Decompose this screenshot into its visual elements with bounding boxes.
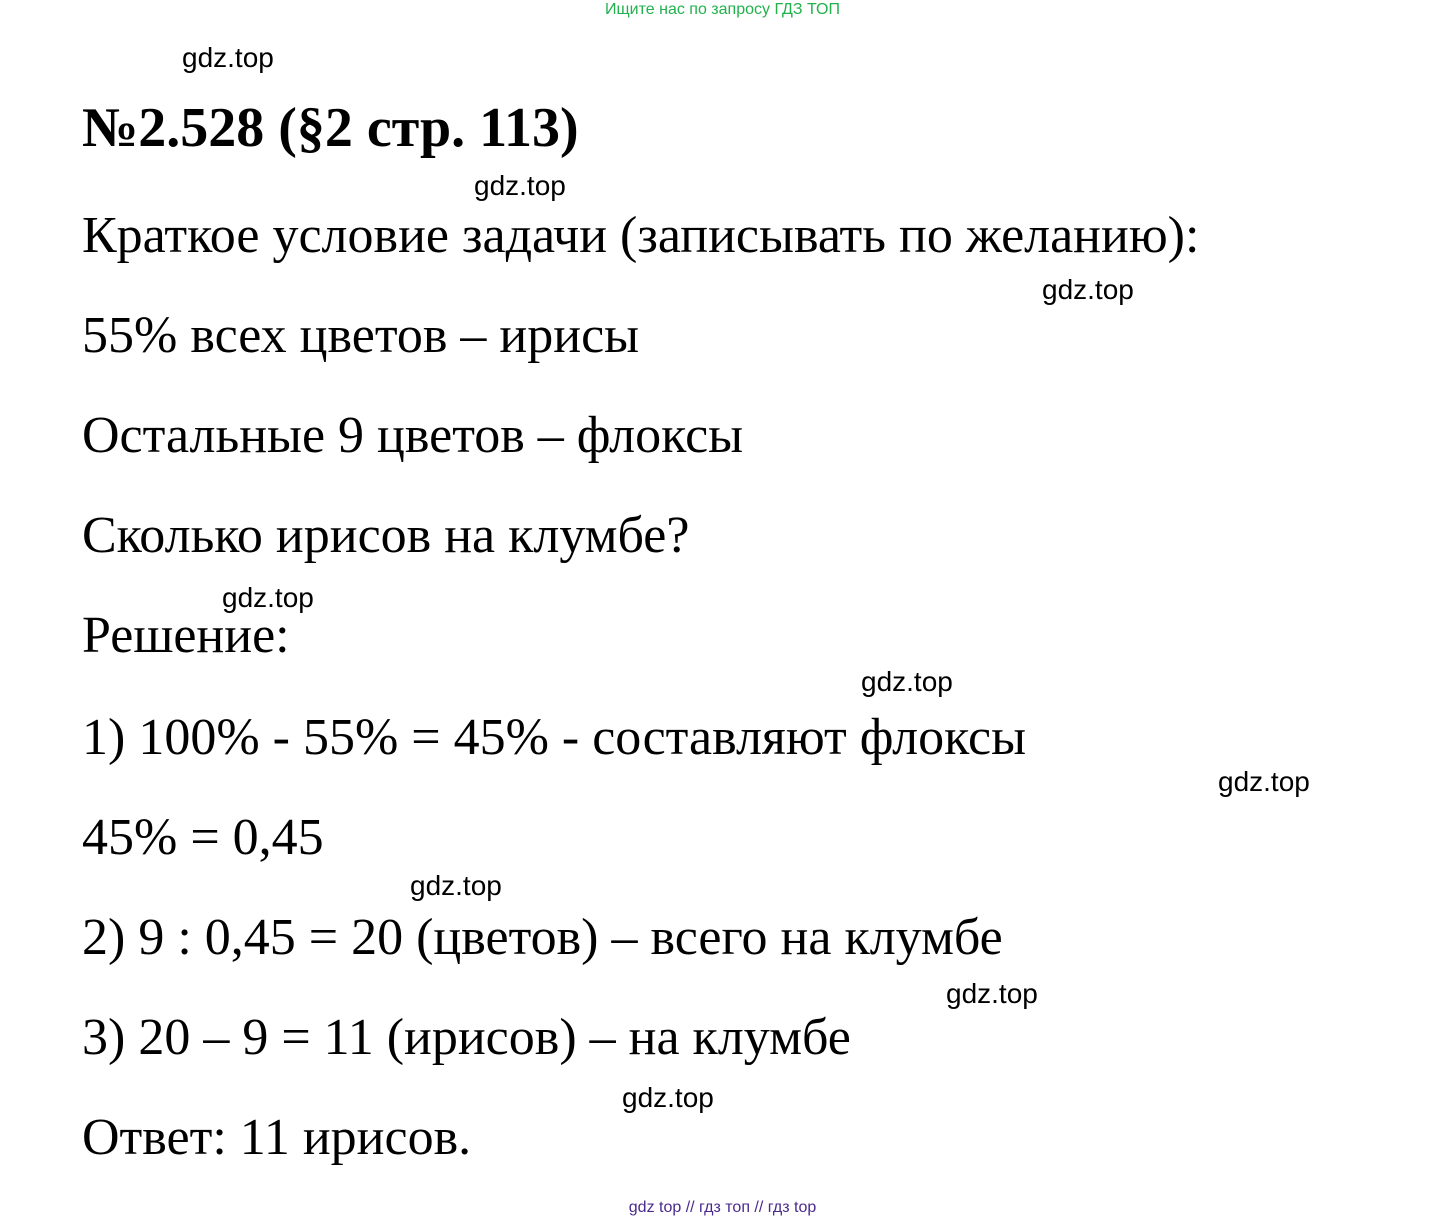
watermark-text: gdz.top xyxy=(1042,274,1134,305)
solution-step-2: 2) 9 : 0,45 = 20 (цветов) – всего на клумбе xyxy=(82,909,1003,966)
solution-conversion: 45% = 0,45 xyxy=(82,809,324,866)
top-banner-text: Ищите нас по запросу ГДЗ ТОП xyxy=(605,1,840,18)
condition-line-irises: 55% всех цветов – ирисы xyxy=(82,307,640,364)
watermark-text: gdz.top xyxy=(182,42,274,73)
watermark-text: gdz.top xyxy=(222,582,314,613)
solution-step-1: 1) 100% - 55% = 45% - составляют флоксы xyxy=(82,709,1027,766)
watermark-text: gdz.top xyxy=(861,666,953,697)
page-title: №2.528 (§2 стр. 113) xyxy=(82,97,579,159)
watermark-text: gdz.top xyxy=(622,1082,714,1113)
watermark-text: gdz.top xyxy=(946,978,1038,1009)
solution-step-3: 3) 20 – 9 = 11 (ирисов) – на клумбе xyxy=(82,1009,851,1066)
solution-heading: Решение: xyxy=(82,607,290,664)
condition-heading: Краткое условие задачи (записывать по желанию): xyxy=(82,207,1200,264)
footer-text: gdz top // гдз топ // гдз top xyxy=(628,1199,817,1216)
watermark-text: gdz.top xyxy=(1218,766,1310,797)
condition-line-phloxes: Остальные 9 цветов – флоксы xyxy=(82,407,744,464)
watermark-text: gdz.top xyxy=(410,870,502,901)
condition-question: Сколько ирисов на клумбе? xyxy=(82,507,690,564)
answer-line: Ответ: 11 ирисов. xyxy=(82,1109,472,1166)
watermark-text: gdz.top xyxy=(474,170,566,201)
